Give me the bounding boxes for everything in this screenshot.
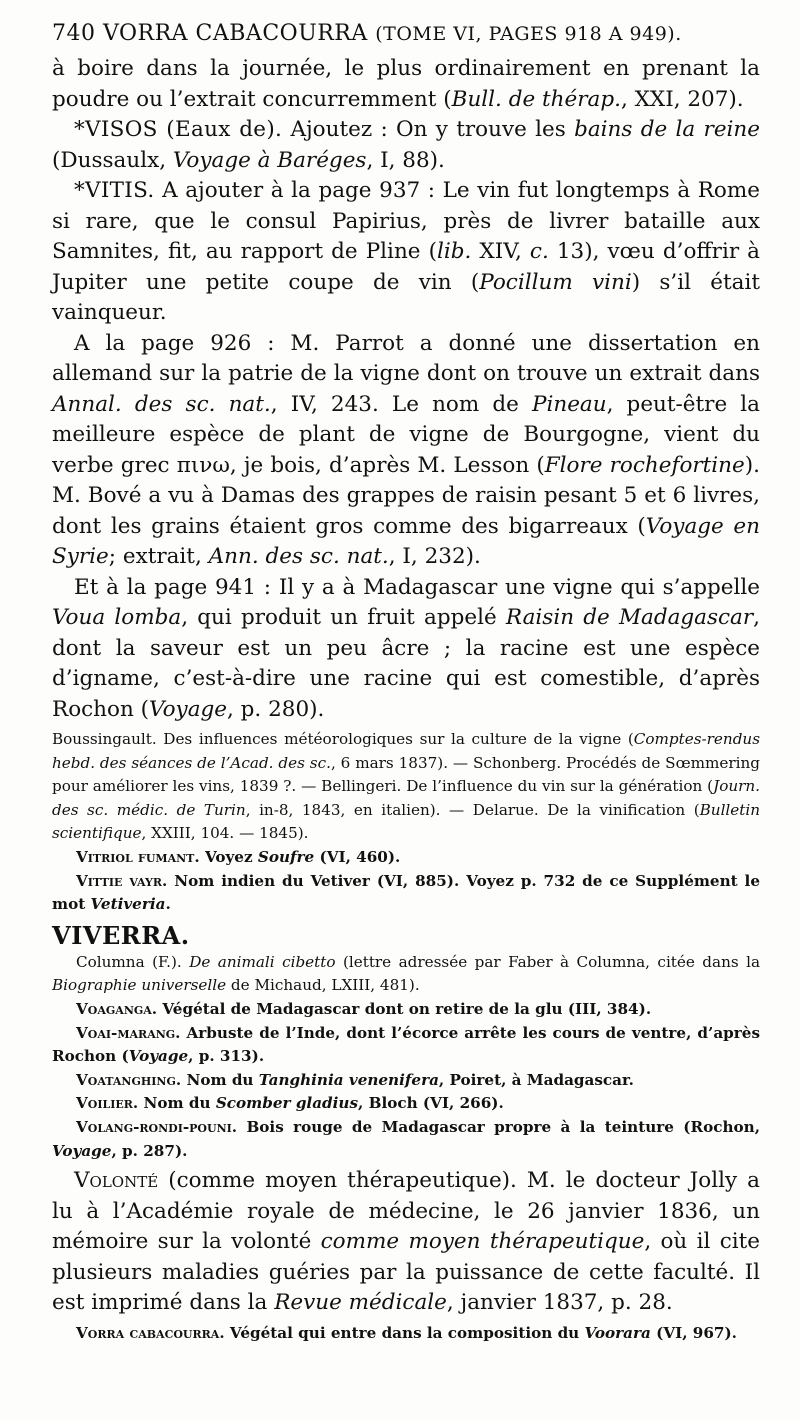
- running-header: [52, 14, 760, 54]
- vitis-paragraph-926: A la page 926 : M. Parrot a donné une dissertation en allemand sur la patrie de la vigne dont on trouve un extrait dans Annal. des sc. nat., IV, 243. Le nom de Pineau, peut-être la meilleure espèce de plant de vigne de Bourgogne, vient du verbe grec πινω, je bois, d’après M. Lesson (Flore rochefortine). M. Bové a vu à Damas des grappes de raisin pesant 5 et 6 livres, dont les grains étaient gros comme des bigarreaux (Voyage en Syrie; extrait, Ann. des sc. nat., I, 232).: [52, 330, 760, 569]
- entry-vorra-cabacourra: Vorra cabacourra. Végétal qui entre dans la composition du Voorara (VI, 967).: [76, 1323, 737, 1342]
- entry-voilier: Voilier. Nom du Scomber gladius, Bloch (VI, 266).: [76, 1094, 504, 1113]
- volume-reference: (TOME VI, PAGES 918 A 949).: [375, 23, 682, 45]
- entry-head: Vitriol fumant.: [76, 847, 200, 866]
- entry-head: *VISOS (Eaux de).: [74, 117, 283, 142]
- entry-head: Vorra cabacourra.: [76, 1323, 225, 1342]
- entry-visos: *VISOS (Eaux de). Ajoutez : On y trouve les bains de la reine (Dussaulx, Voyage à Baréges, I, 88).: [52, 117, 760, 173]
- entry-volang-rondi-pouni: Volang-rondi-pouni. Bois rouge de Madagascar propre à la teinture (Rochon, Voyage, p. 287).: [52, 1117, 760, 1160]
- entry-voatanghing: Voatanghing. Nom du Tanghinia venenifera, Poiret, à Madagascar.: [76, 1070, 634, 1089]
- entry-vittie-vayr: Vittie vayr. Nom indien du Vetiver (VI, 885). Voyez p. 732 de ce Supplément le mot Vetiveria.: [52, 871, 760, 914]
- entry-volonte: Volonté (comme moyen thérapeutique). M. le docteur Jolly a lu à l’Académie royale de médecine, le 26 janvier 1836, un mémoire sur la volonté comme moyen thérapeutique, où il cite plusieurs maladies guéries par la puissance de cette faculté. Il est imprimé dans la Revue médicale, janvier 1837, p. 28.: [52, 1168, 760, 1316]
- page-number: 740: [52, 21, 96, 46]
- viverra-bibliography: Columna (F.). De animali cibetto (lettre adressée par Faber à Columna, citée dans la Biographie universelle de Michaud, LXIII, 481).: [52, 952, 761, 995]
- entry-voai-marang: Voai-marang. Arbuste de l’Inde, dont l’écorce arrête les cours de ventre, d’après Rochon (Voyage, p. 313).: [52, 1023, 760, 1066]
- entry-vitriol-fumant: Vitriol fumant. Voyez Soufre (VI, 460).: [76, 847, 401, 866]
- entry-vitis: *VITIS. A ajouter à la page 937 : Le vin fut longtemps à Rome si rare, que le consul Papirius, près de livrer bataille aux Samnites, fit, au rapport de Pline (lib. XIV, c. 13), vœu d’offrir à Jupiter une petite coupe de vin (Pocillum vini) s’il était vainqueur.: [52, 178, 760, 325]
- entry-head: Voai-marang.: [76, 1023, 181, 1042]
- entry-head: Voatanghing.: [76, 1070, 182, 1089]
- vitis-bibliography: Boussingault. Des influences météorologiques sur la culture de la vigne (Comptes-rendus hebd. des séances de l’Acad. des sc., 6 mars 1837). — Schonberg. Procédés de Sœmmering pour améliorer les vins, 1839 ?. — Bellingeri. De l’influence du vin sur la génération (Journ. des sc. médic. de Turin, in-8, 1843, en italien). — Delarue. De la vinification (Bulletin scientifique, XXIII, 104. — 1845).: [52, 730, 761, 843]
- running-title: VORRA CABACOURRA: [103, 21, 368, 46]
- entry-head: Voilier.: [76, 1094, 139, 1113]
- paragraph-continuation: à boire dans la journée, le plus ordinairement en prenant la poudre ou l’extrait concurremment (Bull. de thérap., XXI, 207).: [52, 56, 760, 112]
- vitis-paragraph-941: Et à la page 941 : Il y a à Madagascar une vigne qui s’appelle Voua lomba, qui produit un fruit appelé Raisin de Madagascar, dont la saveur est un peu âcre ; la racine est une espèce d’igname, c’est-à-dire une racine qui est comestible, d’après Rochon (Voyage, p. 280).: [52, 574, 760, 722]
- entry-head: *VITIS.: [74, 178, 155, 203]
- entry-head: Vittie vayr.: [76, 871, 168, 890]
- section-heading-viverra: VIVERRA.: [52, 920, 190, 950]
- entry-head: Voaganga.: [76, 999, 158, 1018]
- entry-head: Volonté: [74, 1168, 159, 1194]
- entry-voaganga: Voaganga. Végétal de Madagascar dont on retire de la glu (III, 384).: [76, 999, 652, 1018]
- entry-head: Volang-rondi-pouni.: [76, 1117, 238, 1136]
